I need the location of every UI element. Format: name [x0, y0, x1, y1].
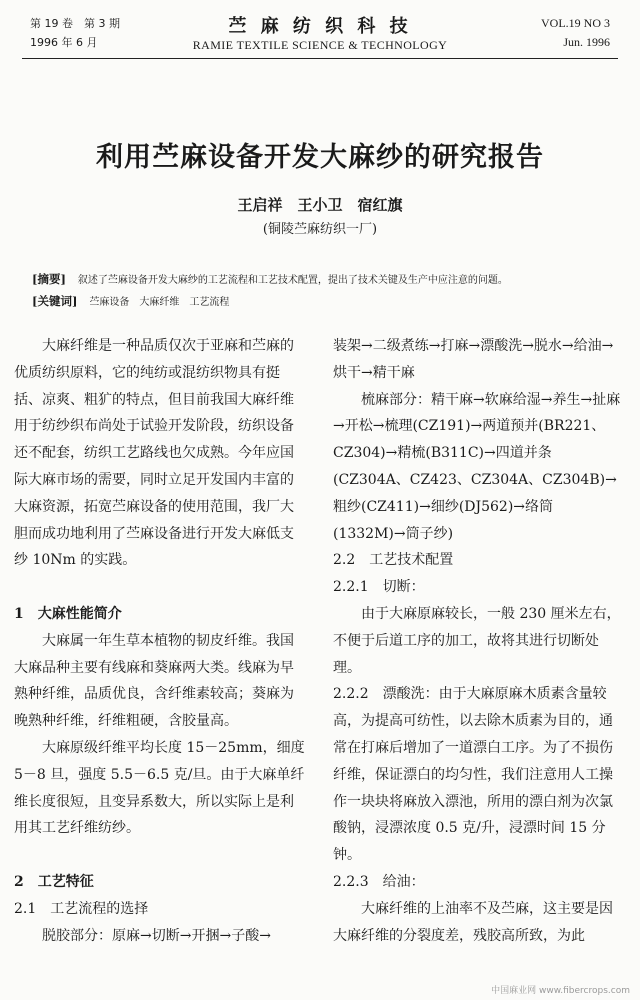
- header-date-cn: 1996 年 6 月: [30, 36, 98, 49]
- right-column: [333, 333, 625, 949]
- watermark: 中国麻业网 www.fibercrops.com: [491, 986, 630, 996]
- section-1-paragraph-2: 大麻原级纤维平均长度 15－25mm，细度 5－8 旦，强度 5.5－6.5 克/旦。由于大麻单纤维长度很短，且变异系数大，所以实际上是利用其工艺纤维纺纱。: [14, 739, 305, 837]
- intro-paragraph: 大麻纤维是一种品质仅次于亚麻和苎麻的优质纺织原料，它的纯纺或混纺织物具有挺括、凉爽、粗犷的特点，但目前我国大麻纤维用于纺纱织布尚处于试验开发阶段，纺织设备还不配套，纺织工艺路线也欠成熟。今年应国际大麻市场的需要，同时立足开发国内丰富的大麻资源，拓宽苎麻设备的使用范围，我厂大胆而成功地利用了苎麻设备进行开发大麻低支纱 10Nm 的实践。: [14, 338, 294, 569]
- header-vol-block: [541, 14, 610, 52]
- abstract-label: [摘要]: [32, 272, 66, 286]
- cutting-paragraph: 由于大麻原麻较长，一般 230 厘米左右，不便于后道工序的加工，故将其进行切断处理。: [333, 605, 621, 676]
- abstract-text: 叙述了苎麻设备开发大麻纱的工艺流程和工艺技术配置，提出了技术关键及生产中应注意的问题。: [77, 275, 508, 286]
- keywords-line: [32, 291, 622, 313]
- abstract-line: [32, 269, 622, 291]
- paper-title: 利用苎麻设备开发大麻纱的研究报告: [96, 142, 544, 173]
- header-date-en: Jun. 1996: [563, 35, 610, 49]
- section-1-heading: 1 大麻性能简介: [14, 605, 122, 622]
- abstract-block: [32, 269, 622, 313]
- section-1-paragraph-1: 大麻属一年生草本植物的韧皮纤维。我国大麻品种主要有线麻和葵麻两大类。线麻为早熟种纤维，品质优良，含纤维素较高；葵麻为晚熟种纤维，纤维粗硬，含胶量高。: [14, 632, 294, 730]
- section-2-heading: 2 工艺特征: [14, 873, 94, 890]
- section-2-2-1-heading: 2.2.1 切断：: [333, 579, 425, 596]
- keywords-text: 苎麻设备 大麻纤维 工艺流程: [89, 297, 230, 308]
- degumming-flow-cont: 装架→二级煮练→打麻→漂酸洗→脱水→给油→烘干→精干麻: [333, 338, 614, 381]
- journal-title-cn: 苎 麻 纺 织 科 技: [228, 16, 412, 37]
- section-2-1-heading: 2.1 工艺流程的选择: [14, 900, 149, 917]
- section-2-2-3-heading: 2.2.3 给油：: [333, 873, 425, 890]
- header-volume-issue: 第 19 卷 第 3 期: [30, 17, 120, 30]
- left-column: [14, 333, 307, 949]
- degumming-flow: 脱胶部分：原麻→切断→开捆→子酸→: [42, 927, 271, 944]
- keywords-label: [关键词]: [32, 294, 78, 308]
- authors: 王启祥 王小卫 宿红旗: [237, 196, 403, 214]
- journal-title-en: RAMIE TEXTILE SCIENCE & TECHNOLOGY: [192, 38, 448, 52]
- header-volume-block: [30, 14, 120, 52]
- affiliation: (铜陵苎麻纺织一厂): [262, 222, 378, 237]
- header-divider: [22, 58, 618, 59]
- oiling-paragraph: 大麻纤维的上油率不及苎麻，这主要是因大麻纤维的分裂度差，残胶高所致，为此: [333, 900, 613, 944]
- header-journal-block: [140, 12, 500, 53]
- bleaching-paragraph: 2.2.2 漂酸洗：由于大麻原麻木质素含量较高，为提高可纺性，以去除木质素为目的，通常在打麻后增加了一道漂白工序。为了不损伤纤维，保证漂白的均匀性，我们注意用人工操作一块块将麻放入漂池，所用的漂白剂为次氯酸钠，浸漂浓度 0.5 克/升，浸漂时间 15 分钟。: [333, 686, 613, 864]
- header-vol-en: VOL.19 NO 3: [541, 16, 610, 30]
- section-2-2-heading: 2.2 工艺技术配置: [333, 552, 454, 569]
- combing-flow: 梳麻部分：精干麻→软麻给湿→养生→扯麻→开松→梳理(CZ191)→两道预并(BR221、CZ304)→精梳(B311C)→四道并条(CZ304A、CZ423、CZ304A、CZ304B)→粗纱(CZ411)→细纱(DJ562)→络筒(1332M)→筒子纱): [333, 391, 621, 542]
